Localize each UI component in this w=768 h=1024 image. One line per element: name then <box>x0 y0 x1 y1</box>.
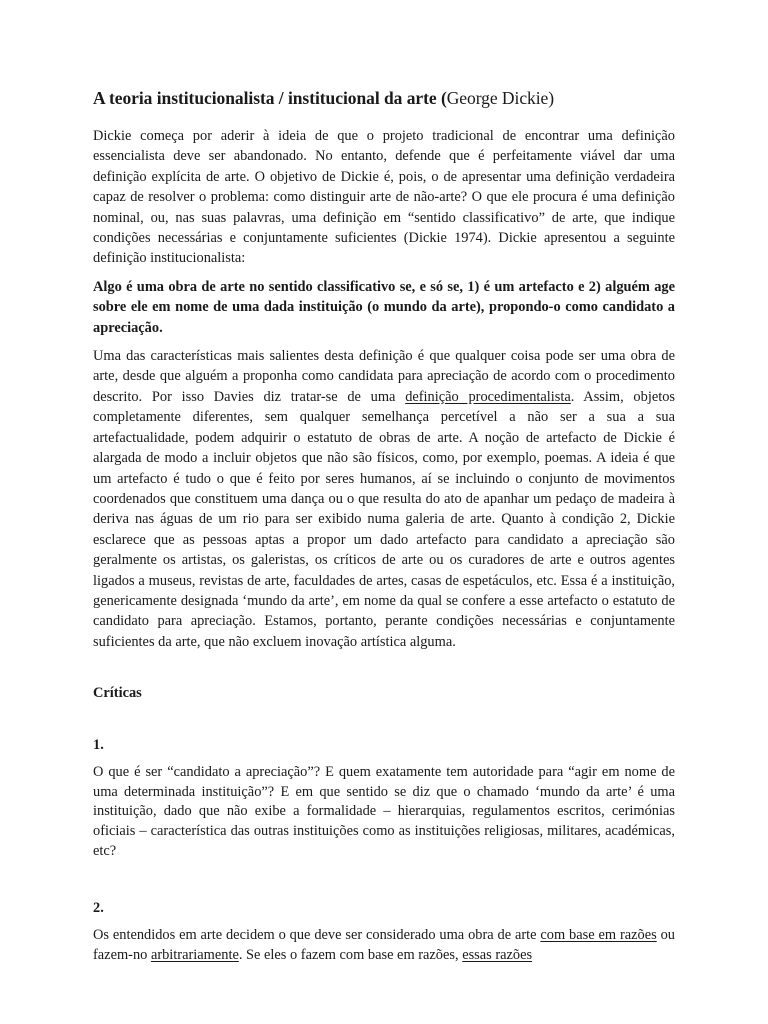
reasons-link[interactable]: com base em razões <box>540 927 657 944</box>
title-author: George Dickie) <box>446 88 555 108</box>
analysis-text-after: . Assim, objetos completamente diferentes, sem qualquer semelhança percetível a não ser a sua a sua artefactualidade, podem adquirir o estatuto de obras de arte. A noção de artefacto de Dickie é alargada de modo a incluir objetos que não são físicos, como, por exemplo, poemas. A ideia é que um artefacto é tudo o que é feito por seres humanos, aí se incluindo o conjunto de movimentos coordenados que constituem uma dança ou o que resulta do ato de apanhar um pedaço de madeira à deriva nas águas de um rio para ser exibido numa galeria de arte. Quanto à condição 2, Dickie esclarece que as pessoas aptas a propor um dado artefacto para candidato a apreciação são geralmente os artistas, os galeristas, os críticos de arte ou os curadores de arte e outros agentes ligados a museus, revistas de arte, faculdades de artes, casas de espetáculos, etc. Essa é a instituição, genericamente designada ‘mundo da arte’, em nome da qual se confere a esse artefacto o estatuto de candidato para apreciação. Estamos, portanto, perante condições necessárias e conjuntamente suficientes da arte, que não excluem inovação artística alguma. <box>93 388 675 650</box>
criticism-2-text-start: Os entendidos em arte decidem o que deve ser considerado uma obra de arte <box>93 927 541 944</box>
page-title <box>93 86 675 110</box>
criticism-2-number: 2. <box>93 900 104 917</box>
criticism-1-number: 1. <box>93 737 104 754</box>
definition-paragraph: Algo é uma obra de arte no sentido classificativo se, e só se, 1) é um artefacto e 2) alguém age sobre ele em nome de uma dada instituição (o mundo da arte), propondo-o como candidato a apreciação. <box>93 278 675 336</box>
those-reasons-link[interactable]: essas razões <box>462 946 533 963</box>
arbitrarily-link[interactable]: arbitrariamente <box>150 946 239 963</box>
analysis-text-before: Uma das características mais salientes desta definição é que qualquer coisa pode ser uma obra de arte, desde que alguém a proponha como candidata para apreciação de acordo com o procedimento descrito. Por isso Davies diz tratar-se de uma <box>93 348 675 405</box>
criticism-heading: Críticas <box>93 685 142 702</box>
title-main: A teoria institucionalista / institucional da arte ( <box>93 88 447 108</box>
criticism-2-text-mid2: . Se eles o fazem com base em razões, <box>238 946 463 963</box>
procedural-definition-link[interactable]: definição procedimentalista <box>405 388 571 405</box>
intro-paragraph: Dickie começa por aderir à ideia de que o projeto tradicional de encontrar uma definição essencialista deve ser abandonado. No entanto, defende que é perfeitamente viável dar uma definição explícita de arte. O objetivo de Dickie é, pois, o de apresentar uma definição verdadeira capaz de resolver o problema: como distinguir arte de não-arte? O que ele procura é uma definição nominal, ou, nas suas palavras, uma definição em “sentido classificativo” de arte, que indique condições necessárias e conjuntamente suficientes (Dickie 1974). Dickie apresentou a seguinte definição institucionalista: <box>93 128 675 267</box>
criticism-2-text-mid1: ou fazem-no <box>93 927 675 963</box>
document-body <box>93 86 675 965</box>
criticism-2-text <box>93 926 675 965</box>
criticism-1-text: O que é ser “candidato a apreciação”? E quem exatamente tem autoridade para “agir em nome de uma determinada instituição”? E em que sentido se diz que o chamado ‘mundo da arte’ é uma instituição, dado que não exibe a formalidade – hierarquias, regulamentos escritos, cerimónias oficiais – característica das outras instituições como as instituições religiosas, militares, académicas, etc? <box>93 764 675 859</box>
analysis-paragraph <box>93 346 675 652</box>
